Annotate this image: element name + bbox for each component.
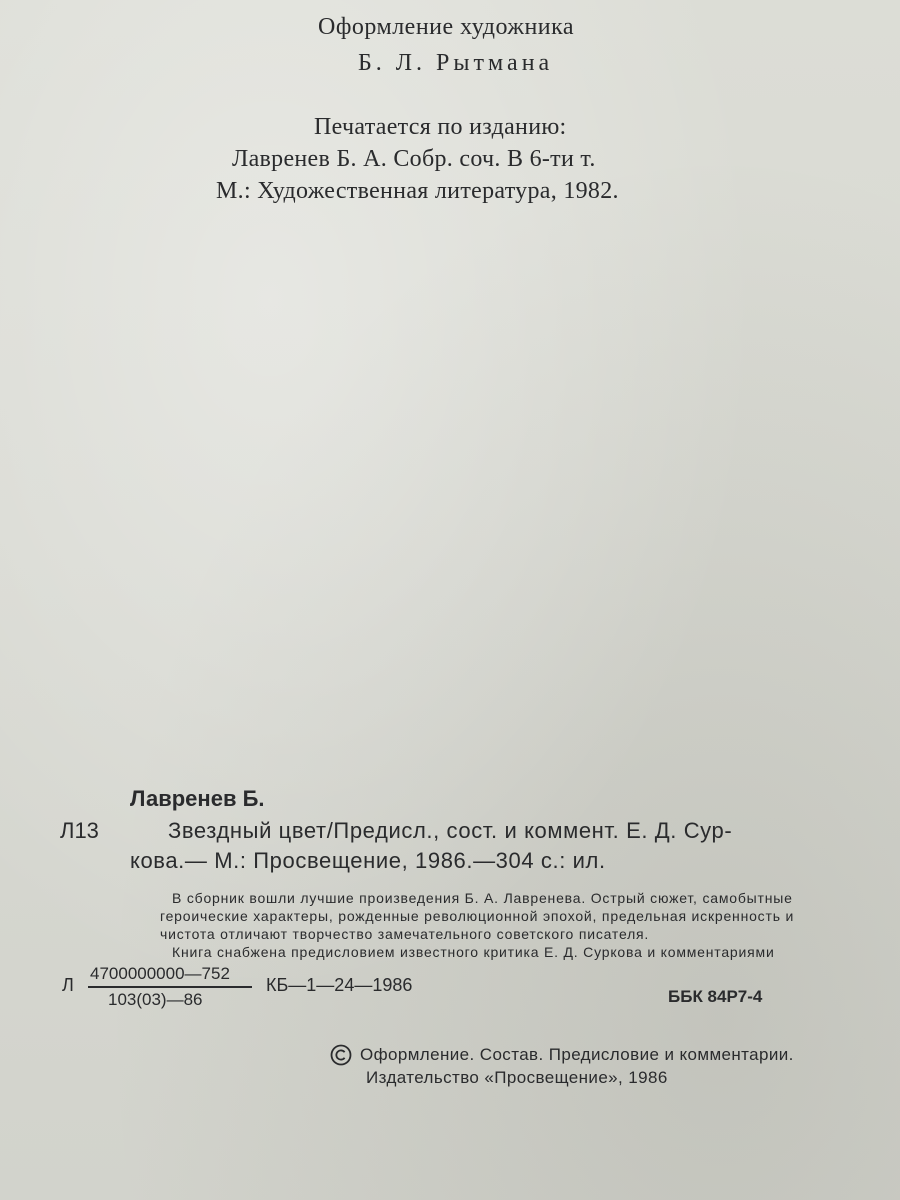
source-edition-line-1: Лавренев Б. А. Собр. соч. В 6-ти т. — [232, 146, 596, 172]
index-fraction-line — [88, 986, 252, 988]
call-number: Л13 — [60, 818, 99, 843]
kb-code: КБ—1—24—1986 — [266, 975, 413, 995]
source-edition-line-2: М.: Художественная литература, 1982. — [216, 178, 619, 204]
annotation-line-3: чистота отличают творчество замечательного советского писателя. — [160, 926, 650, 942]
annotation-line-1: В сборник вошли лучшие произведения Б. А. Лавренева. Острый сюжет, самобытные — [172, 890, 793, 906]
bbk-code: ББК 84Р7-4 — [668, 987, 763, 1006]
index-denominator: 103(03)—86 — [108, 990, 203, 1009]
copyright-icon — [330, 1044, 352, 1066]
bibliographic-line-1: Звездный цвет/Предисл., сост. и коммент. Е. Д. Сур- — [168, 818, 733, 843]
copyright-text-1: Оформление. Состав. Предисловие и комментарии. — [360, 1045, 794, 1064]
copyright-line-2: Издательство «Просвещение», 1986 — [366, 1068, 668, 1087]
index-numerator: 4700000000—752 — [90, 964, 230, 983]
annotation-line-2: героические характеры, рожденные революционной эпохой, предельная искренность и — [160, 908, 795, 924]
catalog-author: Лавренев Б. — [130, 786, 265, 811]
artist-name: Б. Л. Рытмана — [358, 50, 554, 76]
design-credit: Оформление художника — [318, 14, 575, 40]
source-edition-intro: Печатается по изданию: — [314, 114, 567, 140]
annotation-line-4: Книга снабжена предисловием известного критика Е. Д. Суркова и комментариями — [172, 944, 775, 960]
index-letter: Л — [62, 975, 74, 995]
bibliographic-line-2: кова.— М.: Просвещение, 1986.—304 с.: ил. — [130, 848, 606, 873]
copyright-line-1 — [330, 1044, 794, 1066]
